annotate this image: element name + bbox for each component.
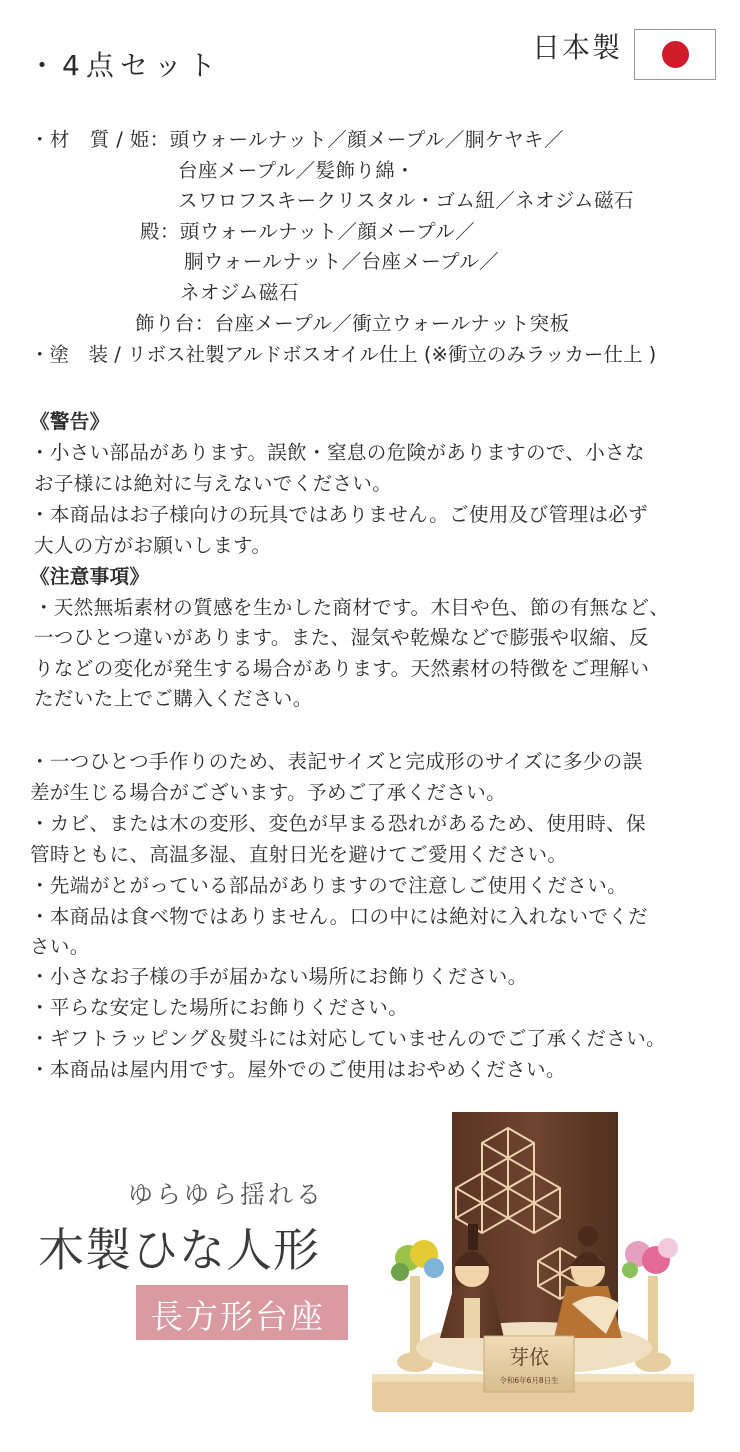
warning-line: 大人の方がお願いします。 bbox=[34, 534, 272, 557]
material-line: ネオジム磁石 bbox=[180, 281, 299, 304]
notes-line: ・カビ、または木の変形、変色が早まる恐れがあるため、使用時、保 bbox=[30, 812, 646, 835]
material-line: スワロフスキークリスタル・ゴム紐／ネオジム磁石 bbox=[178, 189, 634, 212]
notes-heading: 《注意事項》 bbox=[30, 565, 150, 588]
made-in-japan-label: 日本製 bbox=[532, 31, 623, 64]
material-line: 飾り台：台座メープル／衝立ウォールナット突板 bbox=[135, 312, 570, 335]
material-line: 胴ウォールナット／台座メープル／ bbox=[184, 250, 500, 273]
name-plate-name: 芽依 bbox=[509, 1345, 549, 1369]
notes-line: ・天然無垢素材の質感を生かした商材です。木目や色、節の有無など、 bbox=[34, 596, 670, 619]
material-line: 殿：頭ウォールナット／顔メープル／ bbox=[140, 220, 475, 243]
name-plate-date: 令和6年6月8日生 bbox=[499, 1376, 559, 1385]
warning-line: ・本商品はお子様向けの玩具ではありません。ご使用及び管理は必ず bbox=[30, 503, 649, 526]
yellow-flower-icon bbox=[391, 1240, 444, 1281]
notes-line: 一つひとつ違いがあります。また、湿気や乾燥などで膨張や収縮、反 bbox=[34, 626, 649, 649]
warning-line: お子様には絶対に与えないでください。 bbox=[34, 472, 393, 495]
notes-line: 差が生じる場合がございます。予めご了承ください。 bbox=[30, 781, 507, 804]
notes-line: ・ギフトラッピング＆熨斗には対応していませんのでご了承ください。 bbox=[30, 1027, 667, 1050]
warning-line: ・小さい部品があります。誤飲・窒息の危険がありますので、小さな bbox=[30, 441, 645, 464]
product-image bbox=[368, 1108, 698, 1420]
notes-line: ただいた上でご購入ください。 bbox=[34, 687, 313, 710]
finish-line: ・塗 装 / リボス社製アルドボスオイル仕上 (※衝立のみラッカー仕上 ) bbox=[30, 343, 657, 366]
product-title: 木製ひな人形 bbox=[38, 1223, 320, 1277]
notes-line: ・本商品は屋内用です。屋外でのご使用はおやめください。 bbox=[30, 1058, 566, 1081]
catch-copy: ゆらゆら揺れる bbox=[128, 1180, 325, 1209]
notes-line: りなどの変化が発生する場合があります。天然素材の特徴をご理解い bbox=[34, 657, 650, 680]
pink-flower-icon bbox=[622, 1238, 678, 1278]
notes-line: ・小さなお子様の手が届かない場所にお飾りください。 bbox=[30, 965, 528, 988]
material-line: 台座メープル／髪飾り綿・ bbox=[178, 159, 416, 182]
warning-heading: 《警告》 bbox=[30, 410, 110, 433]
japan-flag-icon bbox=[634, 29, 716, 80]
notes-line: 管時ともに、高温多湿、直射日光を避けてご愛用ください。 bbox=[30, 843, 568, 866]
set-count-label: ・4点セット bbox=[28, 49, 222, 82]
notes-line: ・一つひとつ手作りのため、表記サイズと完成形のサイズに多少の誤 bbox=[30, 750, 643, 773]
notes-line: ・平らな安定した場所にお飾りください。 bbox=[30, 996, 409, 1019]
notes-line: ・本商品は食べ物ではありません。口の中には絶対に入れないでくだ bbox=[30, 905, 649, 928]
subtitle-text: 長方形台座 bbox=[150, 1297, 325, 1336]
notes-line: ・先端がとがっている部品がありますので注意しご使用ください。 bbox=[30, 874, 628, 897]
notes-line: さい。 bbox=[30, 935, 90, 958]
material-line: ・材 質 / 姫：頭ウォールナット／顔メープル／胴ケヤキ／ bbox=[30, 128, 564, 151]
